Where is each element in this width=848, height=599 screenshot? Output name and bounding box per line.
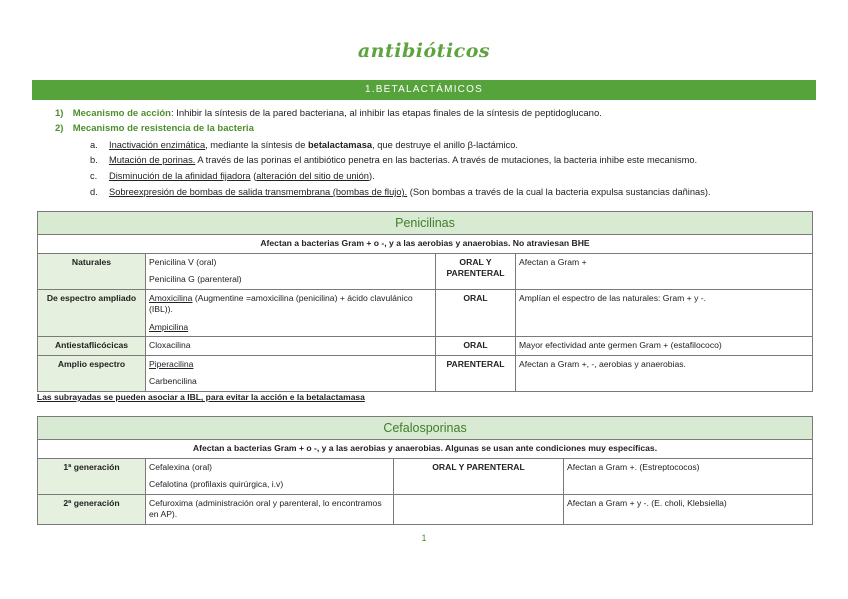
row-label: De espectro ampliado	[38, 289, 146, 337]
row-drugs: Cloxacilina	[146, 337, 436, 356]
item-letter: b.	[90, 155, 98, 165]
row-drugs: Amoxicilina (Augmentine =amoxicilina (penicilina) + ácido clavulánico (IBL)). Ampicilina	[146, 289, 436, 337]
point-label: Mecanismo de resistencia de la bacteria	[72, 123, 254, 134]
item-text: A través de las porinas el antibiótico penetra en las bacterias. A través de mutaciones, la bacteria inhibe este mecanismo.	[195, 155, 698, 165]
row-route: ORAL	[436, 289, 516, 337]
page-number: 1	[421, 533, 427, 543]
row-route: ORAL Y PARENTERAL	[394, 458, 564, 494]
cefalosporinas-table	[37, 416, 813, 525]
point-text: : Inhibir la síntesis de la pared bacteriana, al inhibir las etapas finales de la síntesis de peptidoglucano.	[170, 108, 602, 119]
item-letter: d.	[90, 187, 98, 197]
item-underlined: Disminución de la afinidad fijadora	[109, 171, 251, 181]
table-row	[38, 253, 813, 289]
resistance-item	[90, 138, 518, 152]
resistance-item	[90, 153, 697, 167]
row-label: Amplio espectro	[38, 355, 146, 391]
table-row	[38, 337, 813, 356]
resistance-item	[90, 185, 711, 199]
penicilinas-table	[37, 211, 813, 392]
item-bold: betalactamasa	[307, 140, 373, 150]
item-letter: c.	[90, 171, 98, 181]
row-label: Antiestaflicócicas	[38, 337, 146, 356]
point-number: 2)	[55, 123, 64, 134]
row-effect: Afectan a Gram + y -. (E. choli, Klebsiella)	[564, 494, 813, 524]
row-effect: Afectan a Gram +. (Estreptococos)	[564, 458, 813, 494]
row-route: PARENTERAL	[436, 355, 516, 391]
item-underlined: Sobreexpresión de bombas de salida transmembrana (bombas de flujo).	[109, 187, 408, 197]
row-drugs: Piperacilina Carbencilina	[146, 355, 436, 391]
table-row	[38, 494, 813, 524]
point-mechanism	[55, 107, 602, 121]
table-note: Las subrayadas se pueden asociar a IBL, para evitar la acción e la betalactamasa	[37, 392, 365, 402]
table-row	[38, 458, 813, 494]
row-route: ORAL	[436, 337, 516, 356]
item-text: (Son bombas a través de la cual la bacteria expulsa sustancias dañinas).	[407, 187, 711, 197]
row-drugs: Cefalexina (oral) Cefalotina (profilaxis quirúrgica, i.v)	[146, 458, 394, 494]
item-text: ).	[368, 171, 375, 181]
item-text: , que destruye el anillo β-lactámico.	[372, 140, 518, 150]
row-route: ORAL Y PARENTERAL	[436, 253, 516, 289]
row-effect: Mayor efectividad ante germen Gram + (estafilococo)	[516, 337, 813, 356]
item-underlined: Inactivación enzimática	[109, 140, 206, 150]
item-text: , mediante la síntesis de	[205, 140, 308, 150]
point-resistance	[55, 122, 254, 136]
table-subheader: Afectan a bacterias Gram + o -, y a las aerobias y anaerobias. No atraviesan BHE	[38, 235, 813, 254]
row-effect: Afectan a Gram +, -, aerobias y anaerobias.	[516, 355, 813, 391]
table-header: Penicilinas	[38, 212, 813, 235]
point-number: 1)	[55, 108, 64, 119]
table-row	[38, 289, 813, 337]
item-letter: a.	[90, 140, 98, 150]
row-label: 1ª generación	[38, 458, 146, 494]
row-label: 2ª generación	[38, 494, 146, 524]
table-subheader: Afectan a bacterias Gram + o -, y a las aerobias y anaerobias. Algunas se usan ante condiciones muy específicas.	[38, 440, 813, 459]
row-label: Naturales	[38, 253, 146, 289]
page-title: antibióticos	[357, 40, 491, 62]
item-text: (	[250, 171, 257, 181]
row-effect: Afectan a Gram +	[516, 253, 813, 289]
row-route	[394, 494, 564, 524]
section-bar: 1.BETALACTÁMICOS	[32, 80, 816, 100]
row-drugs: Penicilina V (oral) Penicilina G (parenteral)	[146, 253, 436, 289]
item-underlined: alteración del sitio de unión	[256, 171, 369, 181]
table-row	[38, 355, 813, 391]
point-label: Mecanismo de acción	[72, 108, 171, 119]
item-underlined: Mutación de porinas.	[109, 155, 196, 165]
table-header: Cefalosporinas	[38, 417, 813, 440]
row-effect: Amplían el espectro de las naturales: Gram + y -.	[516, 289, 813, 337]
resistance-item	[90, 169, 375, 183]
row-drugs: Cefuroxima (administración oral y parenteral, lo encontramos en AP).	[146, 494, 394, 524]
